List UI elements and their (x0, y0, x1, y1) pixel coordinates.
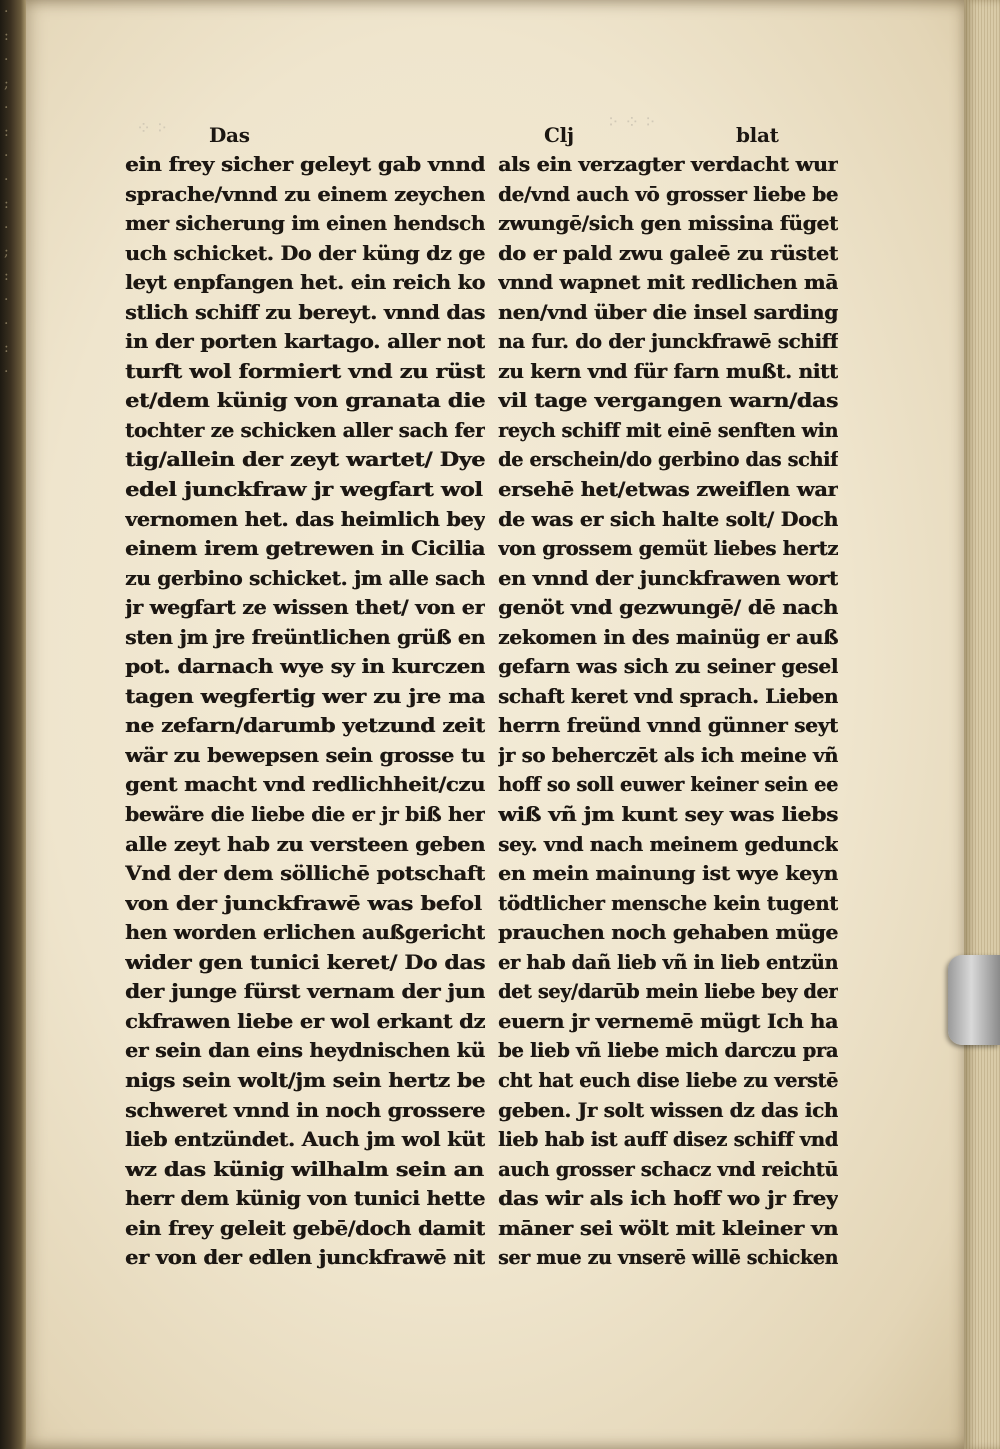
right-text-line: en mein mainung ist wye keyn (498, 862, 838, 886)
left-text-line: er sein dan eins heydnischen kü (125, 1039, 485, 1063)
right-text-line: vnnd wapnet mit redlichen mā (498, 271, 838, 295)
header-left-text: Das (209, 123, 250, 147)
right-text-line: be lieb vñ liebe mich darczu pra (498, 1039, 838, 1063)
left-text-line: uch schicket. Do der küng dz ge (125, 241, 485, 265)
left-text-line: er von der edlen junckfrawē nit (125, 1246, 485, 1270)
right-text-line: cht hat euch dise liebe zu verstē (498, 1068, 838, 1092)
left-text-line: ein frey sicher geleyt gab vnnd (125, 153, 485, 176)
left-text-line: turft wol formiert vnd zu rüst (125, 359, 485, 383)
left-text-line: bewäre die liebe die er jr biß her (125, 803, 485, 827)
right-text-line: zu kern vnd für farn mußt. nitt (498, 359, 838, 383)
right-text-line: euern jr vernemē mügt Ich ha (498, 1009, 838, 1033)
right-text-line: schaft keret vnd sprach. Lieben (498, 684, 838, 708)
page-edges (964, 0, 1000, 1449)
page-header-right (498, 120, 838, 150)
left-text-line: wz das künig wilhalm sein an (125, 1157, 484, 1181)
right-text-line: ersehē het/etwas zweiflen war (498, 478, 838, 502)
right-text-line: zwungē/sich gen missina füget (498, 212, 838, 236)
right-text-line: als ein verzagter verdacht wur (498, 153, 838, 176)
right-column-lines (498, 150, 838, 1273)
left-text-line: nigs sein wolt/jm sein hertz be (125, 1068, 485, 1092)
right-text-line: reych schiff mit einē senften win (498, 418, 838, 442)
left-text-line: Vnd der dem söllichē potschaft (125, 862, 485, 886)
right-text-line: det sey/darūb mein liebe bey der (498, 980, 838, 1004)
right-text-line: nen/vnd über die insel sarding (498, 300, 838, 324)
folio-number: Clj (544, 123, 574, 147)
left-text-line: jr wegfart ze wissen thet/ von er (125, 596, 485, 620)
left-text-line: tig/allein der zeyt wartet/ Dye (125, 448, 485, 472)
left-text-line: mer sicherung im einen hendsch (125, 212, 485, 236)
book-spine (0, 0, 26, 1449)
page-header-left (125, 120, 485, 150)
left-column-lines (125, 150, 485, 1273)
left-text-line: tagen wegfertig wer zu jre ma (125, 684, 485, 708)
left-text-line: tochter ze schicken aller sach fer (125, 418, 485, 442)
right-text-line: de was er sich halte solt/ Doch (498, 507, 838, 531)
left-text-line: leyt enpfangen het. ein reich ko (125, 271, 485, 295)
header-right-text: blat (736, 123, 779, 147)
right-text-line: vil tage vergangen warn/das (498, 389, 838, 413)
right-text-line: jr so beherczēt als ich meine vñ (498, 743, 838, 767)
left-text-line: der junge fürst vernam der jun (125, 980, 485, 1004)
right-text-line: zekomen in des mainüg er auß (498, 625, 838, 649)
left-text-line: alle zeyt hab zu versteen geben (125, 832, 485, 856)
left-text-line: ein frey geleit gebē/doch damit (125, 1216, 485, 1240)
left-text-line: zu gerbino schicket. jm alle sach (125, 566, 485, 590)
right-text-line: ser mue zu vnserē willē schicken (498, 1246, 838, 1270)
right-text-line: na fur. do der junckfrawē schiff (498, 330, 838, 354)
left-text-line: vernomen het. das heimlich bey (125, 507, 485, 531)
left-text-line: in der porten kartago. aller not (125, 330, 485, 354)
right-text-line: er hab dañ lieb vñ in lieb entzün (498, 950, 838, 974)
right-text-line: gefarn was sich zu seiner gesel (498, 655, 838, 679)
right-text-line: de erschein/do gerbino das schif (498, 448, 838, 472)
right-text-line: wiß vñ jm kunt sey was liebs (498, 803, 838, 827)
left-text-line: sten jm jre freüntlichen grüß en (125, 625, 485, 649)
left-text-line: edel junckfraw jr wegfart wol (125, 478, 483, 502)
right-text-line: von grossem gemüt liebes hertz (498, 537, 838, 561)
right-text-line: das wir als ich hoff wo jr frey (498, 1187, 838, 1211)
left-text-line: herr dem künig von tunici hette (125, 1187, 485, 1211)
show-through-text-left: ⁖ ⁘ (136, 118, 168, 139)
spine-show-through: · : · ; · : · · : · ; : · · : · (4, 4, 9, 380)
right-text-line: genöt vnd gezwungē/ dē nach (498, 596, 838, 620)
right-text-column (498, 120, 838, 1273)
left-text-line: wider gen tunici keret/ Do das (125, 950, 485, 974)
book-page (18, 0, 968, 1449)
right-text-line: auch grosser schacz vnd reichtū (498, 1157, 838, 1181)
right-text-line: lieb hab ist auff disez schiff vnd (498, 1128, 838, 1152)
right-text-line: do er pald zwu galeē zu rüstet (498, 241, 838, 265)
left-text-column (125, 120, 485, 1273)
left-text-line: pot. darnach wye sy in kurczen (125, 655, 485, 679)
right-text-line: herrn freünd vnnd günner seyt (498, 714, 838, 738)
left-text-line: schweret vnnd in noch grossere (125, 1098, 485, 1122)
left-text-line: wär zu bewepsen sein grosse tu (125, 743, 485, 767)
right-text-line: en vnnd der junckfrawen wort (498, 566, 838, 590)
right-text-line: tödtlicher mensche kein tugent (498, 891, 838, 915)
page-clip (948, 955, 1000, 1045)
left-text-line: sprache/vnnd zu einem zeychen (125, 182, 485, 206)
left-text-line: ne zefarn/darumb yetzund zeit (125, 714, 485, 738)
left-text-line: von der junckfrawē was befol (125, 891, 482, 915)
right-text-line: geben. Jr solt wissen dz das ich (498, 1098, 838, 1122)
right-text-line: sey. vnd nach meinem gedunck (498, 832, 838, 856)
left-text-line: et/dem künig von granata die (125, 389, 485, 413)
right-text-line: hoff so soll euwer keiner sein ee (498, 773, 838, 797)
left-text-line: einem irem getrewen in Cicilia (125, 537, 485, 561)
right-text-line: de/vnd auch vō grosser liebe be (498, 182, 838, 206)
left-text-line: lieb entzündet. Auch jm wol küt (125, 1128, 485, 1152)
right-text-line: prauchen noch gehaben müge (498, 921, 838, 945)
left-text-line: stlich schiff zu bereyt. vnnd das (125, 300, 485, 324)
left-text-line: hen worden erlichen außgericht (125, 921, 485, 945)
left-text-line: gent macht vnd redlichheit/czu (125, 773, 485, 797)
right-text-line: māner sei wölt mit kleiner vn (498, 1216, 838, 1240)
left-text-line: ckfrawen liebe er wol erkant dz (125, 1009, 485, 1033)
show-through-text: ⁖ ⁘ ⁖ (608, 112, 656, 133)
